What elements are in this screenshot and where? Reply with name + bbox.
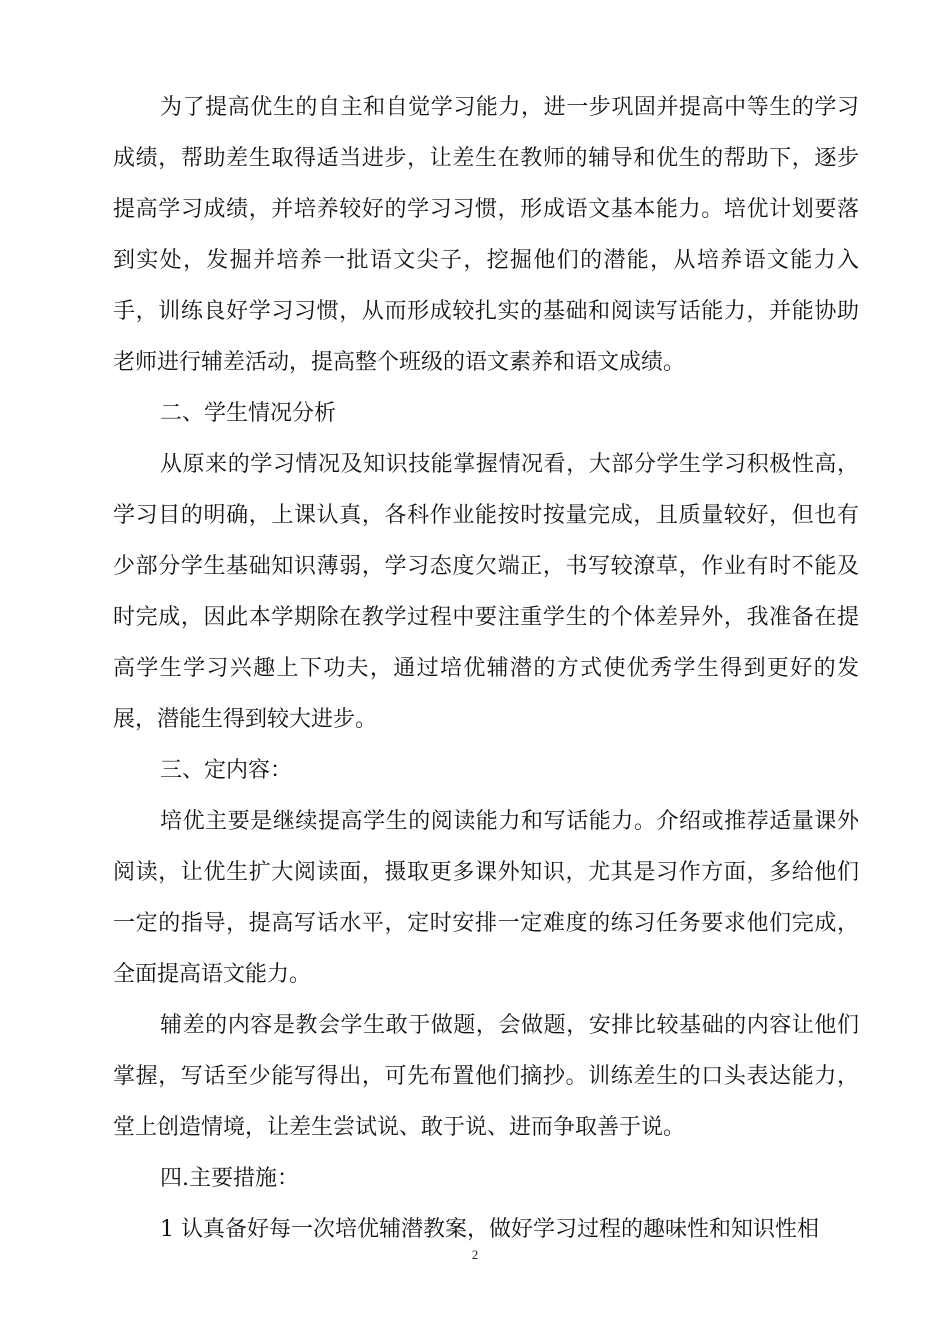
section-heading-content: 三、定内容：: [160, 758, 293, 783]
paragraph-student-analysis: 从原来的学习情况及知识技能掌握情况看，大部分学生学习积极性高，学习目的明确，上课认真，各科作业能按时按量完成，且质量较好，但也有少部分学生基础知识薄弱，学习态度欠端正，书写较潦草，作业有时不能及时完成，因此本学期除在教学过程中要注重学生的个体差异外，我准备在提高学生学习兴趣上下功夫，通过培优辅潜的方式使优秀学生得到更好的发展，潜能生得到较大进步。: [113, 452, 859, 732]
paragraph-content-remedial: 辅差的内容是教会学生敢于做题，会做题，安排比较基础的内容让他们掌握，写话至少能写得出，可先布置他们摘抄。训练差生的口头表达能力，堂上创造情境，让差生尝试说、敢于说、进而争取善于说。: [113, 1013, 859, 1140]
page-number: 2: [471, 1247, 479, 1262]
paragraph-measure-1: 1 认真备好每一次培优辅潜教案，做好学习过程的趣味性和知识性相: [160, 1217, 819, 1242]
paragraph-content-advanced: 培优主要是继续提高学生的阅读能力和写话能力。介绍或推荐适量课外阅读，让优生扩大阅读面，摄取更多课外知识，尤其是习作方面，多给他们一定的指导，提高写话水平，定时安排一定难度的练习任务要求他们完成，全面提高语文能力。: [113, 809, 859, 987]
section-heading-measures: 四.主要措施：: [160, 1166, 299, 1191]
paragraph-intro: 为了提高优生的自主和自觉学习能力，进一步巩固并提高中等生的学习成绩，帮助差生取得适当进步，让差生在教师的辅导和优生的帮助下，逐步提高学习成绩，并培养较好的学习习惯，形成语文基本能力。培优计划要落到实处，发掘并培养一批语文尖子，挖掘他们的潜能，从培养语文能力入手，训练良好学习习惯，从而形成较扎实的基础和阅读写话能力，并能协助老师进行辅差活动，提高整个班级的语文素养和语文成绩。: [113, 95, 859, 375]
section-heading-student-analysis: 二、学生情况分析: [160, 401, 337, 426]
document-body: [113, 82, 859, 1255]
